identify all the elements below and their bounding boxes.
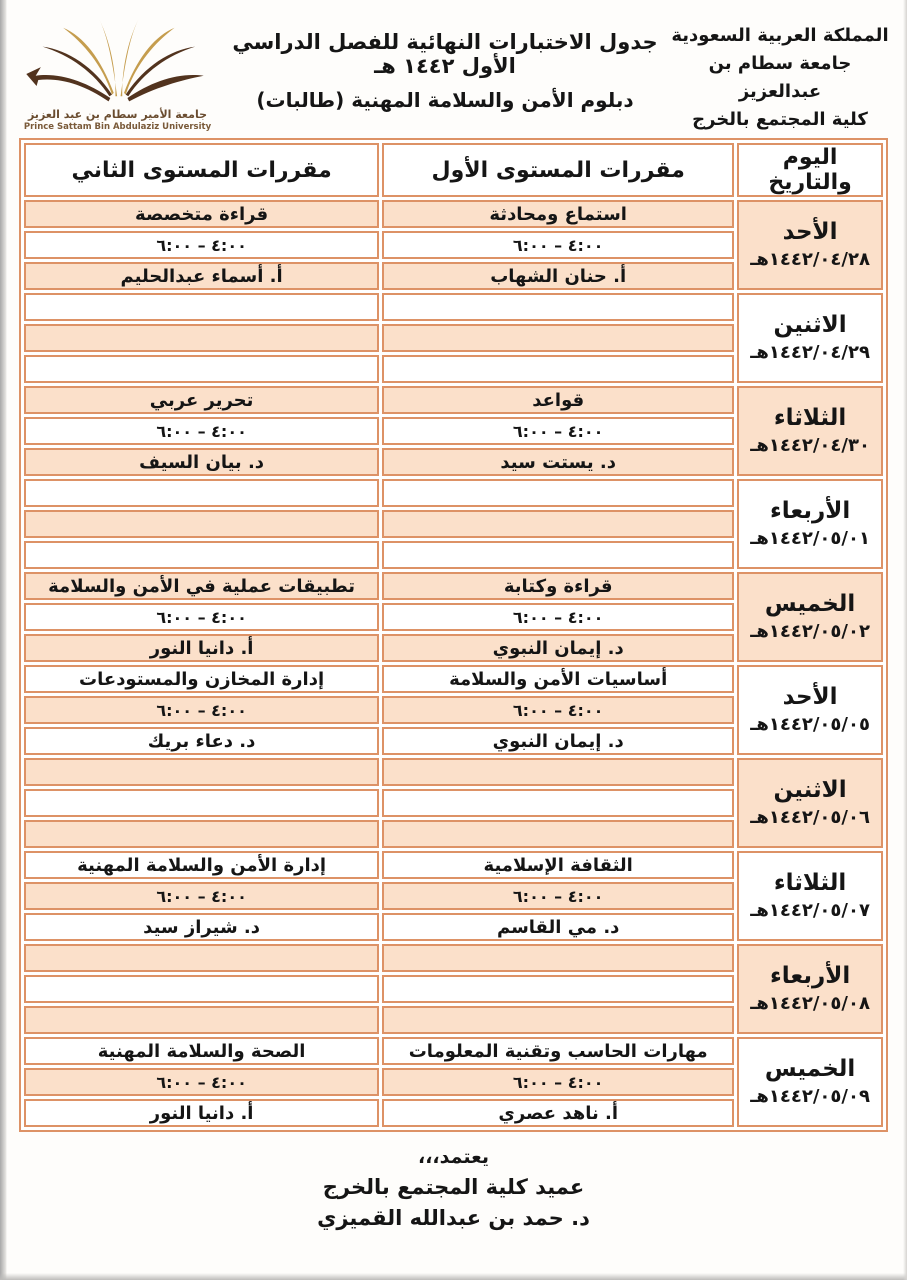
level1-course-cell: [382, 293, 734, 321]
open-book-logo-icon: [10, 14, 225, 110]
hijri-date: ١٤٤٢/٠٥/٠٩هـ: [750, 1086, 870, 1108]
day-date-cell: [737, 758, 883, 848]
level2-course-cell: [24, 479, 379, 507]
level1-course-cell: [382, 479, 734, 507]
level2-course-cell: [24, 758, 379, 786]
level2-instructor-cell: [24, 820, 379, 848]
level1-course-cell: [382, 944, 734, 972]
hijri-date: ١٤٤٢/٠٤/٢٩هـ: [750, 342, 870, 364]
level1-course-cell: الثقافة الإسلامية: [382, 851, 734, 879]
level2-time-cell: ٤:٠٠ – ٦:٠٠: [24, 603, 379, 631]
level2-time-cell: ٤:٠٠ – ٦:٠٠: [24, 417, 379, 445]
level2-course-cell: الصحة والسلامة المهنية: [24, 1037, 379, 1065]
level1-course-cell: قراءة وكتابة: [382, 572, 734, 600]
logo-english-name: Prince Sattam Bin Abdulaziz University: [23, 122, 212, 132]
level1-instructor-cell: [382, 820, 734, 848]
column-header-level1: مقررات المستوى الأول: [382, 143, 734, 197]
level2-course-cell: إدارة المخازن والمستودعات: [24, 665, 379, 693]
day-date-cell: [737, 665, 883, 755]
table-row: [24, 944, 883, 972]
level1-time-cell: ٤:٠٠ – ٦:٠٠: [382, 1068, 734, 1096]
level2-time-cell: ٤:٠٠ – ٦:٠٠: [24, 882, 379, 910]
level2-instructor-cell: د. بيان السيف: [24, 448, 379, 476]
day-name: الثلاثاء: [773, 870, 847, 897]
day-name: الثلاثاء: [773, 405, 847, 432]
level1-instructor-cell: أ. ناهد عصري: [382, 1099, 734, 1127]
level1-instructor-cell: د. إيمان النبوي: [382, 634, 734, 662]
day-name: الأربعاء: [769, 498, 851, 525]
scan-edge-bottom: [0, 1273, 907, 1280]
exam-schedule-table: [19, 138, 888, 1132]
table-row: [24, 851, 883, 879]
level1-instructor-cell: أ. حنان الشهاب: [382, 262, 734, 290]
hijri-date: ١٤٤٢/٠٥/٠٥هـ: [750, 714, 870, 736]
level2-instructor-cell: د. دعاء بريك: [24, 727, 379, 755]
level1-time-cell: [382, 975, 734, 1003]
level2-course-cell: [24, 944, 379, 972]
level1-time-cell: ٤:٠٠ – ٦:٠٠: [382, 603, 734, 631]
level2-instructor-cell: [24, 541, 379, 569]
level1-instructor-cell: [382, 355, 734, 383]
table-row: [24, 572, 883, 600]
level2-instructor-cell: أ. دانيا النور: [24, 1099, 379, 1127]
level1-instructor-cell: د. إيمان النبوي: [382, 727, 734, 755]
day-date-cell: [737, 293, 883, 383]
day-name: الخميس: [764, 591, 856, 618]
level1-time-cell: ٤:٠٠ – ٦:٠٠: [382, 696, 734, 724]
title-line-2: دبلوم الأمن والسلامة المهنية (طالبات): [256, 88, 634, 112]
level1-time-cell: [382, 510, 734, 538]
day-date-cell: [737, 200, 883, 290]
logo-arabic-name: جامعة الأمير سطام بن عبد العزيز: [27, 108, 208, 121]
table-row: [24, 293, 883, 321]
table-row: [24, 665, 883, 693]
level1-time-cell: [382, 789, 734, 817]
day-date-cell: [737, 1037, 883, 1127]
day-name: الاثنين: [773, 777, 847, 804]
college-line: كلية المجتمع بالخرج: [692, 108, 868, 130]
table-row: [24, 758, 883, 786]
level1-instructor-cell: [382, 1006, 734, 1034]
hijri-date: ١٤٤٢/٠٤/٣٠هـ: [750, 435, 870, 457]
level1-course-cell: أساسيات الأمن والسلامة: [382, 665, 734, 693]
level2-instructor-cell: [24, 1006, 379, 1034]
hijri-date: ١٤٤٢/٠٥/٠٨هـ: [750, 993, 870, 1015]
level1-course-cell: [382, 758, 734, 786]
level2-course-cell: تطبيقات عملية في الأمن والسلامة: [24, 572, 379, 600]
table-row: [24, 200, 883, 228]
table-row: [24, 479, 883, 507]
day-name: الأربعاء: [769, 963, 851, 990]
day-name: الخميس: [764, 1056, 856, 1083]
level2-course-cell: قراءة متخصصة: [24, 200, 379, 228]
day-name: الأحد: [782, 684, 838, 711]
university-header-block: [665, 14, 895, 134]
column-header-day-date: اليوم والتاريخ: [737, 143, 883, 197]
day-date-cell: [737, 944, 883, 1034]
level2-instructor-cell: أ. دانيا النور: [24, 634, 379, 662]
scan-edge-right: [903, 0, 907, 1280]
level1-course-cell: مهارات الحاسب وتقنية المعلومات: [382, 1037, 734, 1065]
level2-course-cell: إدارة الأمن والسلامة المهنية: [24, 851, 379, 879]
scan-edge-left: [0, 0, 7, 1280]
table-row: [24, 386, 883, 414]
level1-instructor-cell: [382, 541, 734, 569]
level2-time-cell: [24, 324, 379, 352]
approval-section: [0, 1146, 907, 1230]
level1-time-cell: [382, 324, 734, 352]
level1-instructor-cell: د. مي القاسم: [382, 913, 734, 941]
table-header-row: [24, 143, 883, 197]
level2-course-cell: [24, 293, 379, 321]
level1-course-cell: استماع ومحادثة: [382, 200, 734, 228]
level2-instructor-cell: [24, 355, 379, 383]
level2-instructor-cell: د. شيراز سيد: [24, 913, 379, 941]
country-line: المملكة العربية السعودية: [671, 25, 889, 46]
level2-time-cell: [24, 789, 379, 817]
university-name-line: جامعة سطام بن عبدالعزيز: [708, 52, 852, 102]
hijri-date: ١٤٤٢/٠٤/٢٨هـ: [750, 249, 870, 271]
column-header-level2: مقررات المستوى الثاني: [24, 143, 379, 197]
level1-time-cell: ٤:٠٠ – ٦:٠٠: [382, 417, 734, 445]
level2-instructor-cell: أ. أسماء عبدالحليم: [24, 262, 379, 290]
table-row: [24, 1037, 883, 1065]
day-date-cell: [737, 386, 883, 476]
hijri-date: ١٤٤٢/٠٥/٠١هـ: [750, 528, 870, 550]
level2-time-cell: [24, 510, 379, 538]
day-name: الاثنين: [773, 312, 847, 339]
title-line-1: جدول الاختبارات النهائية للفصل الدراسي الأول ١٤٤٢ هـ: [232, 30, 658, 78]
level1-time-cell: ٤:٠٠ – ٦:٠٠: [382, 882, 734, 910]
level2-time-cell: ٤:٠٠ – ٦:٠٠: [24, 696, 379, 724]
level1-instructor-cell: د. يستت سيد: [382, 448, 734, 476]
dean-name: د. حمد بن عبدالله القميزي: [317, 1206, 590, 1230]
level2-time-cell: ٤:٠٠ – ٦:٠٠: [24, 1068, 379, 1096]
university-logo: [10, 14, 225, 132]
day-name: الأحد: [782, 219, 838, 246]
dean-title: عميد كلية المجتمع بالخرج: [322, 1175, 585, 1199]
hijri-date: ١٤٤٢/٠٥/٠٦هـ: [750, 807, 870, 829]
level1-time-cell: ٤:٠٠ – ٦:٠٠: [382, 231, 734, 259]
hijri-date: ١٤٤٢/٠٥/٠٢هـ: [750, 621, 870, 643]
level2-time-cell: [24, 975, 379, 1003]
day-date-cell: [737, 479, 883, 569]
level2-time-cell: ٤:٠٠ – ٦:٠٠: [24, 231, 379, 259]
exam-schedule-title: [225, 14, 665, 112]
hijri-date: ١٤٤٢/٠٥/٠٧هـ: [750, 900, 870, 922]
day-date-cell: [737, 572, 883, 662]
document-header: [0, 0, 907, 134]
day-date-cell: [737, 851, 883, 941]
level2-course-cell: تحرير عربي: [24, 386, 379, 414]
level1-course-cell: قواعد: [382, 386, 734, 414]
approval-word: يعتمد،،،: [418, 1146, 489, 1168]
